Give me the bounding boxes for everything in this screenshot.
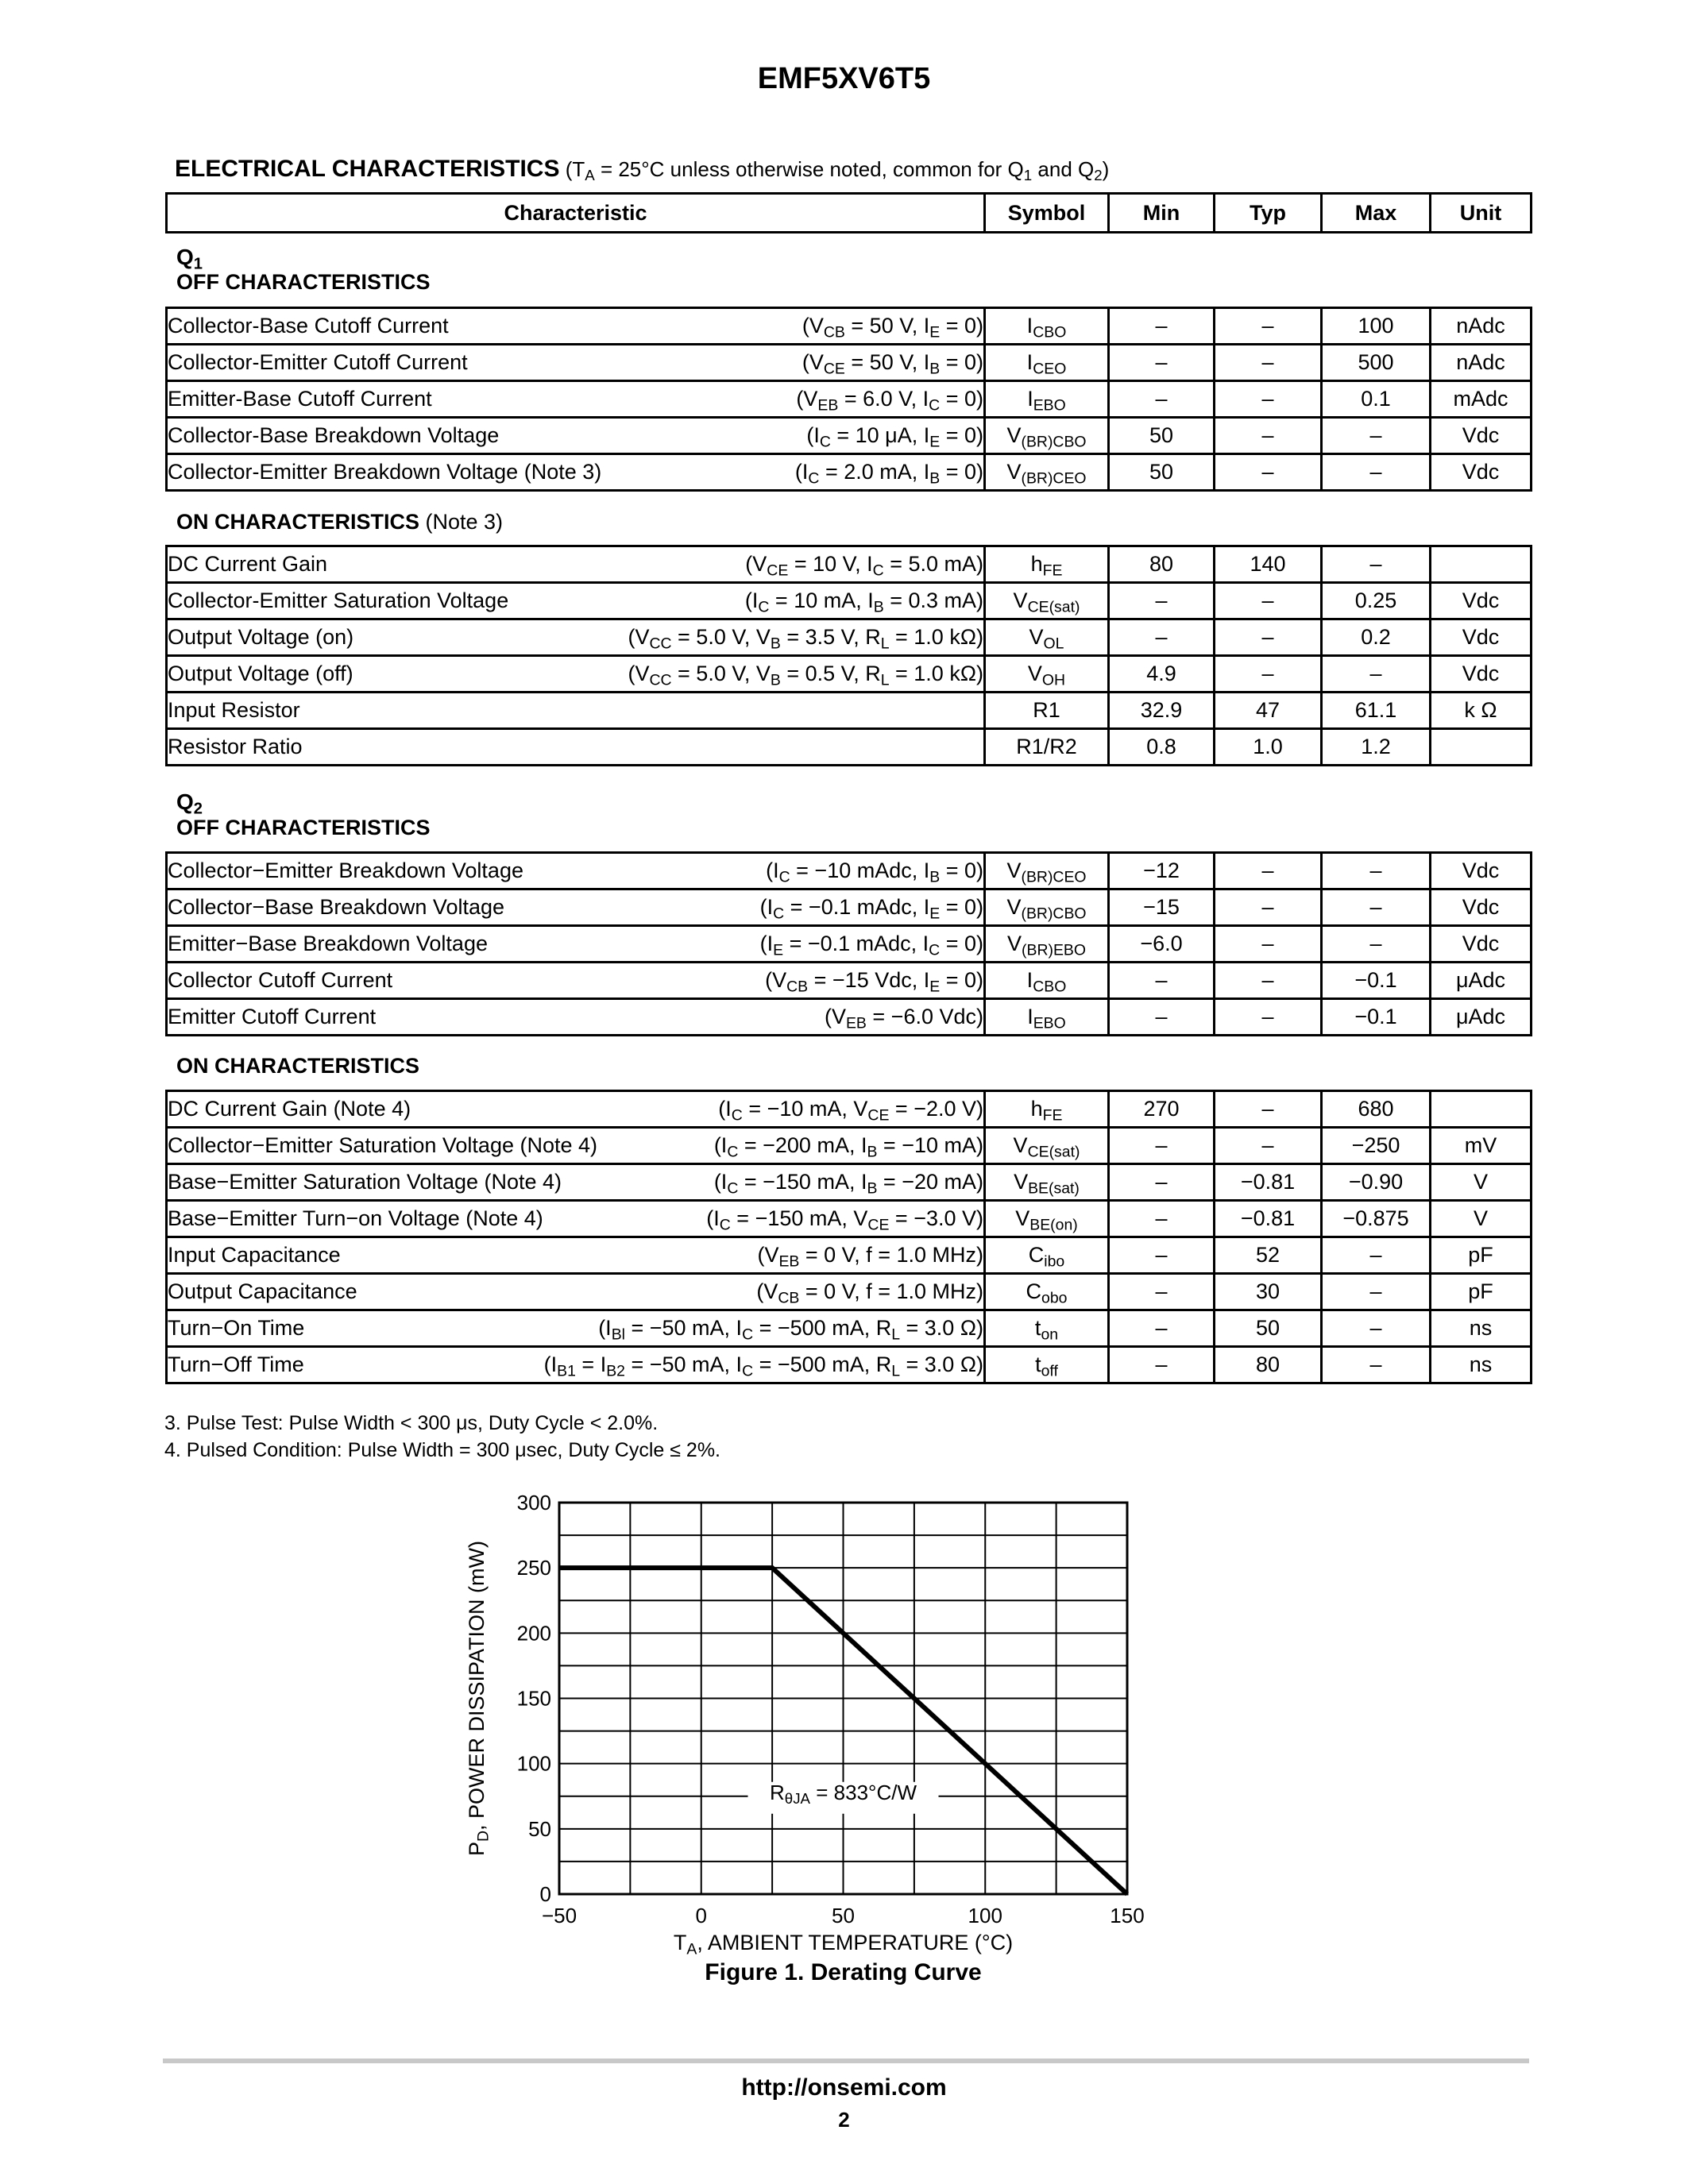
characteristic-name: Emitter-Base Cutoff Current bbox=[168, 387, 432, 411]
min-cell: −15 bbox=[1109, 889, 1215, 926]
unit-cell: k Ω bbox=[1431, 693, 1532, 729]
typ-cell: 50 bbox=[1215, 1310, 1322, 1347]
x-tick-label: 150 bbox=[1110, 1904, 1145, 1927]
typ-cell: – bbox=[1215, 999, 1322, 1036]
characteristic-name: Collector-Emitter Saturation Voltage bbox=[168, 588, 509, 612]
max-cell: −0.1 bbox=[1322, 999, 1431, 1036]
max-cell: 0.1 bbox=[1322, 381, 1431, 418]
test-condition: ($I_E = -0.1$ mAdc, $I_C = 0$) bbox=[759, 932, 983, 959]
characteristic-name: Collector-Base Cutoff Current bbox=[168, 314, 449, 338]
characteristic-name: Collector−Emitter Breakdown Voltage bbox=[168, 859, 523, 882]
typ-cell: – bbox=[1215, 583, 1322, 619]
test-condition: ($I_C = -10$ mAdc, $I_B = 0$) bbox=[766, 859, 983, 886]
max-cell: 0.25 bbox=[1322, 583, 1431, 619]
characteristic-name: Output Capacitance bbox=[168, 1279, 357, 1303]
unit-cell: nAdc bbox=[1431, 308, 1532, 345]
typ-cell: – bbox=[1215, 1128, 1322, 1164]
symbol-cell: $V_{BE(sat)}$ bbox=[985, 1164, 1109, 1201]
unit-cell: pF bbox=[1431, 1274, 1532, 1310]
max-cell: – bbox=[1322, 1274, 1431, 1310]
min-cell: −6.0 bbox=[1109, 926, 1215, 963]
typ-cell: 140 bbox=[1215, 546, 1322, 583]
unit-cell: ns bbox=[1431, 1347, 1532, 1383]
max-cell: – bbox=[1322, 853, 1431, 889]
typ-cell: – bbox=[1215, 345, 1322, 381]
symbol-cell: $C_{obo}$ bbox=[985, 1274, 1109, 1310]
max-cell: −0.1 bbox=[1322, 963, 1431, 999]
symbol-cell: $V_{(BR)CBO}$ bbox=[985, 889, 1109, 926]
max-cell: – bbox=[1322, 656, 1431, 693]
ec-heading-conditions: ($T_A = 25^\circ C$ unless otherwise noted, common for $Q_1$ and $Q_2$) bbox=[565, 157, 1110, 184]
note-3: 3. Pulse Test: Pulse Width < 300 μs, Duty Cycle < 2.0%. bbox=[164, 1412, 659, 1434]
test-condition: ($V_{EB} = -6.0$ Vdc) bbox=[824, 1005, 983, 1032]
x-axis-label-text: $T_A$, AMBIENT TEMPERATURE (°C) bbox=[673, 1931, 1014, 1958]
footer-url[interactable]: http://onsemi.com bbox=[741, 2074, 947, 2101]
chart-annotation-text: $R_{\theta JA} = 833^\circ C/W$ bbox=[770, 1780, 917, 1807]
min-cell: – bbox=[1109, 1274, 1215, 1310]
max-cell: −0.875 bbox=[1322, 1201, 1431, 1237]
typ-cell: – bbox=[1215, 418, 1322, 454]
min-cell: – bbox=[1109, 1347, 1215, 1383]
chart-title-text: Figure 1. Derating Curve bbox=[705, 1959, 982, 1985]
characteristic-name: Turn−On Time bbox=[168, 1316, 305, 1340]
min-cell: – bbox=[1109, 345, 1215, 381]
typ-cell: −0.81 bbox=[1215, 1201, 1322, 1237]
min-cell: 80 bbox=[1109, 546, 1215, 583]
max-cell: 1.2 bbox=[1322, 729, 1431, 766]
note-4: 4. Pulsed Condition: Pulse Width = 300 μsec, Duty Cycle ≤ 2%. bbox=[164, 1439, 720, 1461]
symbol-cell: $V_{OL}$ bbox=[985, 619, 1109, 656]
symbol-cell: $t_{on}$ bbox=[985, 1310, 1109, 1347]
symbol-cell: $V_{(BR)CEO}$ bbox=[985, 454, 1109, 491]
q1-off-label: OFF CHARACTERISTICS bbox=[176, 270, 431, 294]
unit-cell: Vdc bbox=[1431, 454, 1532, 491]
test-condition: ($V_{CE} = 10$ V, $I_C = 5.0$ mA) bbox=[745, 552, 983, 580]
typ-cell: 52 bbox=[1215, 1237, 1322, 1274]
chart-title bbox=[605, 1959, 1082, 1996]
test-condition: ($V_{CE} = 50$ V, $I_B = 0$) bbox=[802, 350, 983, 378]
max-cell: 500 bbox=[1322, 345, 1431, 381]
min-cell: – bbox=[1109, 1201, 1215, 1237]
characteristic-name: Base−Emitter Saturation Voltage (Note 4) bbox=[168, 1170, 562, 1194]
characteristic-name: Emitter Cutoff Current bbox=[168, 1005, 377, 1028]
min-cell: – bbox=[1109, 381, 1215, 418]
characteristic-name: DC Current Gain bbox=[168, 552, 328, 576]
unit-cell: V bbox=[1431, 1201, 1532, 1237]
max-cell: – bbox=[1322, 1237, 1431, 1274]
symbol-cell: $I_{CEO}$ bbox=[985, 345, 1109, 381]
unit-cell: Vdc bbox=[1431, 926, 1532, 963]
min-cell: 0.8 bbox=[1109, 729, 1215, 766]
test-condition: ($I_C = -0.1$ mAdc, $I_E = 0$) bbox=[759, 895, 983, 923]
typ-cell: 1.0 bbox=[1215, 729, 1322, 766]
min-cell: – bbox=[1109, 619, 1215, 656]
header-symbol: Symbol bbox=[985, 194, 1109, 233]
y-tick-label: 200 bbox=[516, 1621, 551, 1646]
q2-off-label: OFF CHARACTERISTICS bbox=[176, 816, 431, 839]
typ-cell: – bbox=[1215, 889, 1322, 926]
symbol-cell: $I_{CBO}$ bbox=[985, 963, 1109, 999]
characteristic-name: Base−Emitter Turn−on Voltage (Note 4) bbox=[168, 1206, 543, 1230]
characteristic-name: DC Current Gain (Note 4) bbox=[168, 1097, 411, 1121]
unit-cell: μAdc bbox=[1431, 999, 1532, 1036]
test-condition: ($V_{EB} = 0$ V, f = 1.0 MHz) bbox=[757, 1243, 983, 1271]
header-unit: Unit bbox=[1431, 194, 1532, 233]
symbol-cell: $C_{ibo}$ bbox=[985, 1237, 1109, 1274]
y-tick-label: 50 bbox=[528, 1816, 551, 1841]
min-cell: – bbox=[1109, 1164, 1215, 1201]
typ-cell: – bbox=[1215, 926, 1322, 963]
characteristic-name: Input Resistor bbox=[168, 698, 300, 722]
symbol-cell: $I_{EBO}$ bbox=[985, 999, 1109, 1036]
test-condition: ($I_C = 10$ mA, $I_B = 0.3$ mA) bbox=[744, 588, 983, 616]
unit-cell: ns bbox=[1431, 1310, 1532, 1347]
characteristic-name: Collector Cutoff Current bbox=[168, 968, 393, 992]
q2-on-label: ON CHARACTERISTICS bbox=[176, 1054, 420, 1078]
footer-rule bbox=[163, 2059, 1529, 2063]
symbol-cell: $V_{(BR)CBO}$ bbox=[985, 418, 1109, 454]
test-condition: ($I_{Bl} = -50$ mA, $I_C = -500$ mA, $R_L = 3.0$ Ω) bbox=[598, 1316, 983, 1344]
characteristic-name: Collector−Emitter Saturation Voltage (Note 4) bbox=[168, 1133, 598, 1157]
header-characteristic: Characteristic bbox=[167, 194, 985, 233]
test-condition: ($I_C = -10$ mA, $V_{CE} = -2.0$ V) bbox=[718, 1097, 983, 1125]
characteristic-name: Collector-Emitter Cutoff Current bbox=[168, 350, 468, 374]
max-cell: – bbox=[1322, 926, 1431, 963]
y-tick-label: 250 bbox=[516, 1556, 551, 1580]
unit-cell: V bbox=[1431, 1164, 1532, 1201]
symbol-cell: $h_{FE}$ bbox=[985, 546, 1109, 583]
typ-cell: 80 bbox=[1215, 1347, 1322, 1383]
ec-heading-bold: ELECTRICAL CHARACTERISTICS bbox=[175, 156, 560, 182]
characteristic-name: Resistor Ratio bbox=[168, 735, 303, 758]
test-condition: ($I_C = -200$ mA, $I_B = -10$ mA) bbox=[713, 1133, 983, 1161]
typ-cell: 47 bbox=[1215, 693, 1322, 729]
max-cell: – bbox=[1322, 1347, 1431, 1383]
x-tick-label: 50 bbox=[832, 1904, 855, 1927]
typ-cell: – bbox=[1215, 454, 1322, 491]
min-cell: 4.9 bbox=[1109, 656, 1215, 693]
unit-cell: mAdc bbox=[1431, 381, 1532, 418]
x-tick-label: 0 bbox=[695, 1904, 707, 1927]
test-condition: ($I_C = 2.0$ mA, $I_B = 0$) bbox=[794, 460, 983, 488]
page-title: EMF5XV6T5 bbox=[757, 62, 931, 95]
characteristic-name: Input Capacitance bbox=[168, 1243, 341, 1267]
min-cell: −12 bbox=[1109, 853, 1215, 889]
min-cell: 50 bbox=[1109, 418, 1215, 454]
header-max: Max bbox=[1322, 194, 1431, 233]
min-cell: 270 bbox=[1109, 1091, 1215, 1128]
test-condition: ($I_C = -150$ mA, $V_{CE} = -3.0$ V) bbox=[706, 1206, 983, 1234]
unit-cell: pF bbox=[1431, 1237, 1532, 1274]
x-tick-label: 100 bbox=[968, 1904, 1002, 1927]
characteristic-name: Collector−Base Breakdown Voltage bbox=[168, 895, 505, 919]
test-condition: ($V_{CC} = 5.0$ V, $V_B = 3.5$ V, $R_L = 1.0$ kΩ) bbox=[628, 625, 983, 653]
test-condition: ($V_{EB} = 6.0$ V, $I_C = 0$) bbox=[796, 387, 983, 415]
symbol-cell: $V_{CE(sat)}$ bbox=[985, 583, 1109, 619]
unit-cell: mV bbox=[1431, 1128, 1532, 1164]
q2-label: $Q_2$ bbox=[176, 789, 203, 818]
max-cell: 61.1 bbox=[1322, 693, 1431, 729]
unit-cell: nAdc bbox=[1431, 345, 1532, 381]
symbol-cell: $V_{(BR)EBO}$ bbox=[985, 926, 1109, 963]
unit-cell: Vdc bbox=[1431, 656, 1532, 693]
test-condition: ($I_C = -150$ mA, $I_B = -20$ mA) bbox=[713, 1170, 983, 1198]
typ-cell: – bbox=[1215, 619, 1322, 656]
x-tick-label: −50 bbox=[541, 1904, 577, 1927]
y-axis-label bbox=[465, 1461, 500, 1937]
max-cell: −0.90 bbox=[1322, 1164, 1431, 1201]
characteristic-name: Collector-Emitter Breakdown Voltage (Note 3) bbox=[168, 460, 602, 484]
typ-cell: – bbox=[1215, 853, 1322, 889]
typ-cell: – bbox=[1215, 963, 1322, 999]
min-cell: 32.9 bbox=[1109, 693, 1215, 729]
symbol-cell: $V_{CE(sat)}$ bbox=[985, 1128, 1109, 1164]
test-condition: ($I_{B1} = I_{B2} = -50$ mA, $I_C = -500$ mA, $R_L = 3.0$ Ω) bbox=[543, 1352, 983, 1380]
test-condition: ($V_{CB} = 0$ V, f = 1.0 MHz) bbox=[756, 1279, 983, 1307]
q1-on-label: ON CHARACTERISTICS (Note 3) bbox=[176, 510, 504, 534]
test-condition: ($V_{CC} = 5.0$ V, $V_B = 0.5$ V, $R_L = 1.0$ kΩ) bbox=[628, 662, 983, 689]
min-cell: – bbox=[1109, 308, 1215, 345]
max-cell: – bbox=[1322, 546, 1431, 583]
typ-cell: – bbox=[1215, 1091, 1322, 1128]
typ-cell: 30 bbox=[1215, 1274, 1322, 1310]
y-tick-label: 100 bbox=[516, 1751, 551, 1776]
characteristic-name: Emitter−Base Breakdown Voltage bbox=[168, 932, 488, 955]
test-condition: ($V_{CB} = -15$ Vdc, $I_E = 0$) bbox=[765, 968, 983, 996]
max-cell: – bbox=[1322, 454, 1431, 491]
header-min: Min bbox=[1109, 194, 1215, 233]
characteristic-name: Output Voltage (on) bbox=[168, 625, 354, 649]
typ-cell: – bbox=[1215, 656, 1322, 693]
min-cell: 50 bbox=[1109, 454, 1215, 491]
unit-cell: Vdc bbox=[1431, 418, 1532, 454]
test-condition: ($I_C = 10$ μA, $I_E = 0$) bbox=[806, 423, 983, 451]
max-cell: – bbox=[1322, 418, 1431, 454]
unit-cell: Vdc bbox=[1431, 619, 1532, 656]
symbol-cell: R1 bbox=[985, 693, 1109, 729]
characteristic-name: Output Voltage (off) bbox=[168, 662, 353, 685]
max-cell: – bbox=[1322, 889, 1431, 926]
min-cell: – bbox=[1109, 583, 1215, 619]
max-cell: – bbox=[1322, 1310, 1431, 1347]
max-cell: 680 bbox=[1322, 1091, 1431, 1128]
min-cell: – bbox=[1109, 999, 1215, 1036]
q1-label: $Q_1$ bbox=[176, 245, 203, 273]
unit-cell: Vdc bbox=[1431, 889, 1532, 926]
symbol-cell: $I_{CBO}$ bbox=[985, 308, 1109, 345]
min-cell: – bbox=[1109, 1310, 1215, 1347]
characteristic-name: Collector-Base Breakdown Voltage bbox=[168, 423, 500, 447]
header-typ: Typ bbox=[1215, 194, 1322, 233]
max-cell: −250 bbox=[1322, 1128, 1431, 1164]
y-tick-label: 300 bbox=[516, 1491, 551, 1515]
page-number: 2 bbox=[838, 2108, 850, 2132]
min-cell: – bbox=[1109, 1237, 1215, 1274]
unit-cell: Vdc bbox=[1431, 583, 1532, 619]
y-axis-label-text: $P_D$, POWER DISSIPATION (mW) bbox=[465, 1540, 492, 1857]
symbol-cell: $h_{FE}$ bbox=[985, 1091, 1109, 1128]
min-cell: – bbox=[1109, 1128, 1215, 1164]
min-cell: – bbox=[1109, 963, 1215, 999]
symbol-cell: $V_{(BR)CEO}$ bbox=[985, 853, 1109, 889]
y-tick-label: 150 bbox=[516, 1686, 551, 1711]
symbol-cell: $t_{off}$ bbox=[985, 1347, 1109, 1383]
typ-cell: – bbox=[1215, 381, 1322, 418]
typ-cell: – bbox=[1215, 308, 1322, 345]
symbol-cell: $I_{EBO}$ bbox=[985, 381, 1109, 418]
y-tick-label: 0 bbox=[539, 1882, 551, 1906]
typ-cell: −0.81 bbox=[1215, 1164, 1322, 1201]
characteristic-name: Turn−Off Time bbox=[168, 1352, 304, 1376]
test-condition: ($V_{CB} = 50$ V, $I_E = 0$) bbox=[802, 314, 983, 341]
max-cell: 0.2 bbox=[1322, 619, 1431, 656]
unit-cell: μAdc bbox=[1431, 963, 1532, 999]
symbol-cell: R1/R2 bbox=[985, 729, 1109, 766]
symbol-cell: $V_{OH}$ bbox=[985, 656, 1109, 693]
unit-cell: Vdc bbox=[1431, 853, 1532, 889]
chart-annotation bbox=[732, 1781, 955, 1815]
symbol-cell: $V_{BE(on)}$ bbox=[985, 1201, 1109, 1237]
max-cell: 100 bbox=[1322, 308, 1431, 345]
